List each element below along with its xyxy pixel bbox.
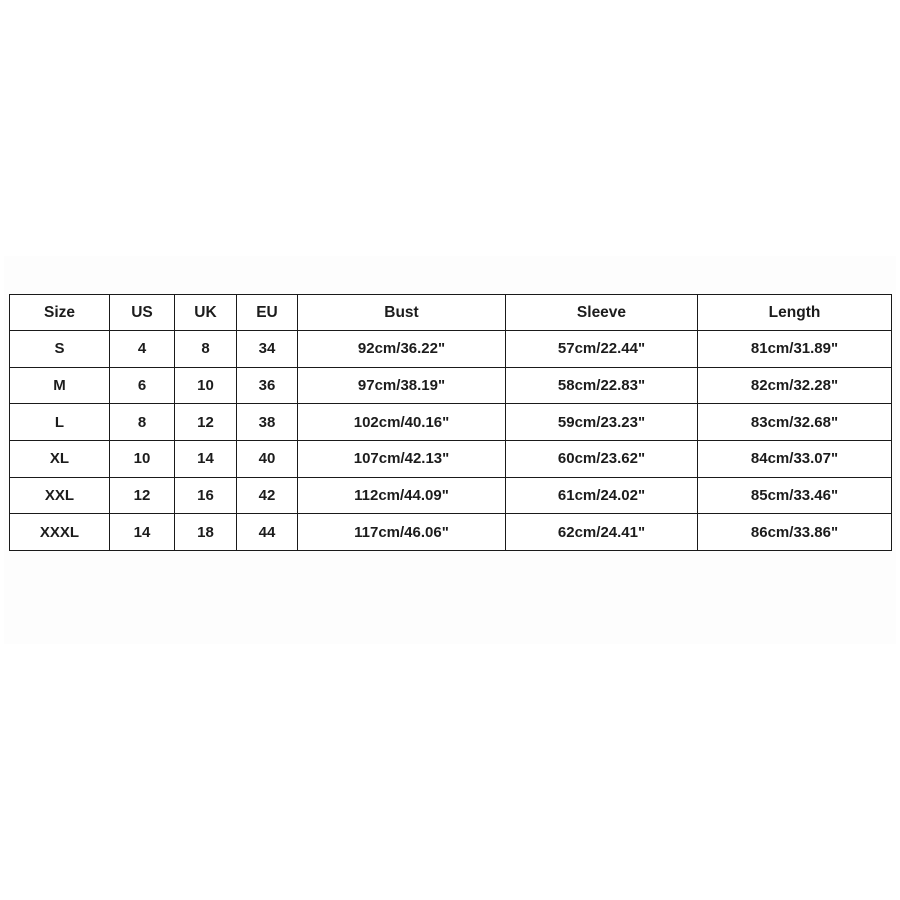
cell-length: 85cm/33.46": [698, 477, 892, 514]
cell-bust: 107cm/42.13": [298, 440, 506, 477]
cell-bust: 102cm/40.16": [298, 404, 506, 441]
cell-uk: 18: [175, 514, 237, 551]
cell-length: 86cm/33.86": [698, 514, 892, 551]
cell-sleeve: 57cm/22.44": [506, 331, 698, 368]
cell-us: 14: [110, 514, 175, 551]
cell-size: XXL: [10, 477, 110, 514]
cell-eu: 42: [237, 477, 298, 514]
table-row: [10, 440, 892, 477]
cell-bust: 92cm/36.22": [298, 331, 506, 368]
cell-uk: 10: [175, 367, 237, 404]
cell-eu: 44: [237, 514, 298, 551]
table-row: [10, 404, 892, 441]
cell-sleeve: 61cm/24.02": [506, 477, 698, 514]
cell-size: M: [10, 367, 110, 404]
cell-size: XL: [10, 440, 110, 477]
cell-size: L: [10, 404, 110, 441]
size-chart-table: [9, 294, 892, 551]
cell-length: 83cm/32.68": [698, 404, 892, 441]
header-sleeve: Sleeve: [506, 295, 698, 331]
cell-size: S: [10, 331, 110, 368]
cell-us: 12: [110, 477, 175, 514]
header-row: [10, 295, 892, 331]
cell-eu: 36: [237, 367, 298, 404]
cell-us: 10: [110, 440, 175, 477]
cell-size: XXXL: [10, 514, 110, 551]
table-row: [10, 367, 892, 404]
cell-sleeve: 62cm/24.41": [506, 514, 698, 551]
header-eu: EU: [237, 295, 298, 331]
header-uk: UK: [175, 295, 237, 331]
cell-bust: 117cm/46.06": [298, 514, 506, 551]
cell-length: 82cm/32.28": [698, 367, 892, 404]
table-row: [10, 514, 892, 551]
cell-length: 84cm/33.07": [698, 440, 892, 477]
header-size: Size: [10, 295, 110, 331]
table-row: [10, 477, 892, 514]
header-bust: Bust: [298, 295, 506, 331]
cell-bust: 112cm/44.09": [298, 477, 506, 514]
header-length: Length: [698, 295, 892, 331]
cell-us: 8: [110, 404, 175, 441]
cell-sleeve: 59cm/23.23": [506, 404, 698, 441]
table-row: [10, 331, 892, 368]
cell-uk: 8: [175, 331, 237, 368]
header-us: US: [110, 295, 175, 331]
cell-eu: 34: [237, 331, 298, 368]
cell-eu: 40: [237, 440, 298, 477]
cell-us: 6: [110, 367, 175, 404]
cell-uk: 12: [175, 404, 237, 441]
cell-uk: 14: [175, 440, 237, 477]
cell-us: 4: [110, 331, 175, 368]
cell-eu: 38: [237, 404, 298, 441]
cell-uk: 16: [175, 477, 237, 514]
cell-sleeve: 60cm/23.62": [506, 440, 698, 477]
cell-length: 81cm/31.89": [698, 331, 892, 368]
cell-bust: 97cm/38.19": [298, 367, 506, 404]
cell-sleeve: 58cm/22.83": [506, 367, 698, 404]
